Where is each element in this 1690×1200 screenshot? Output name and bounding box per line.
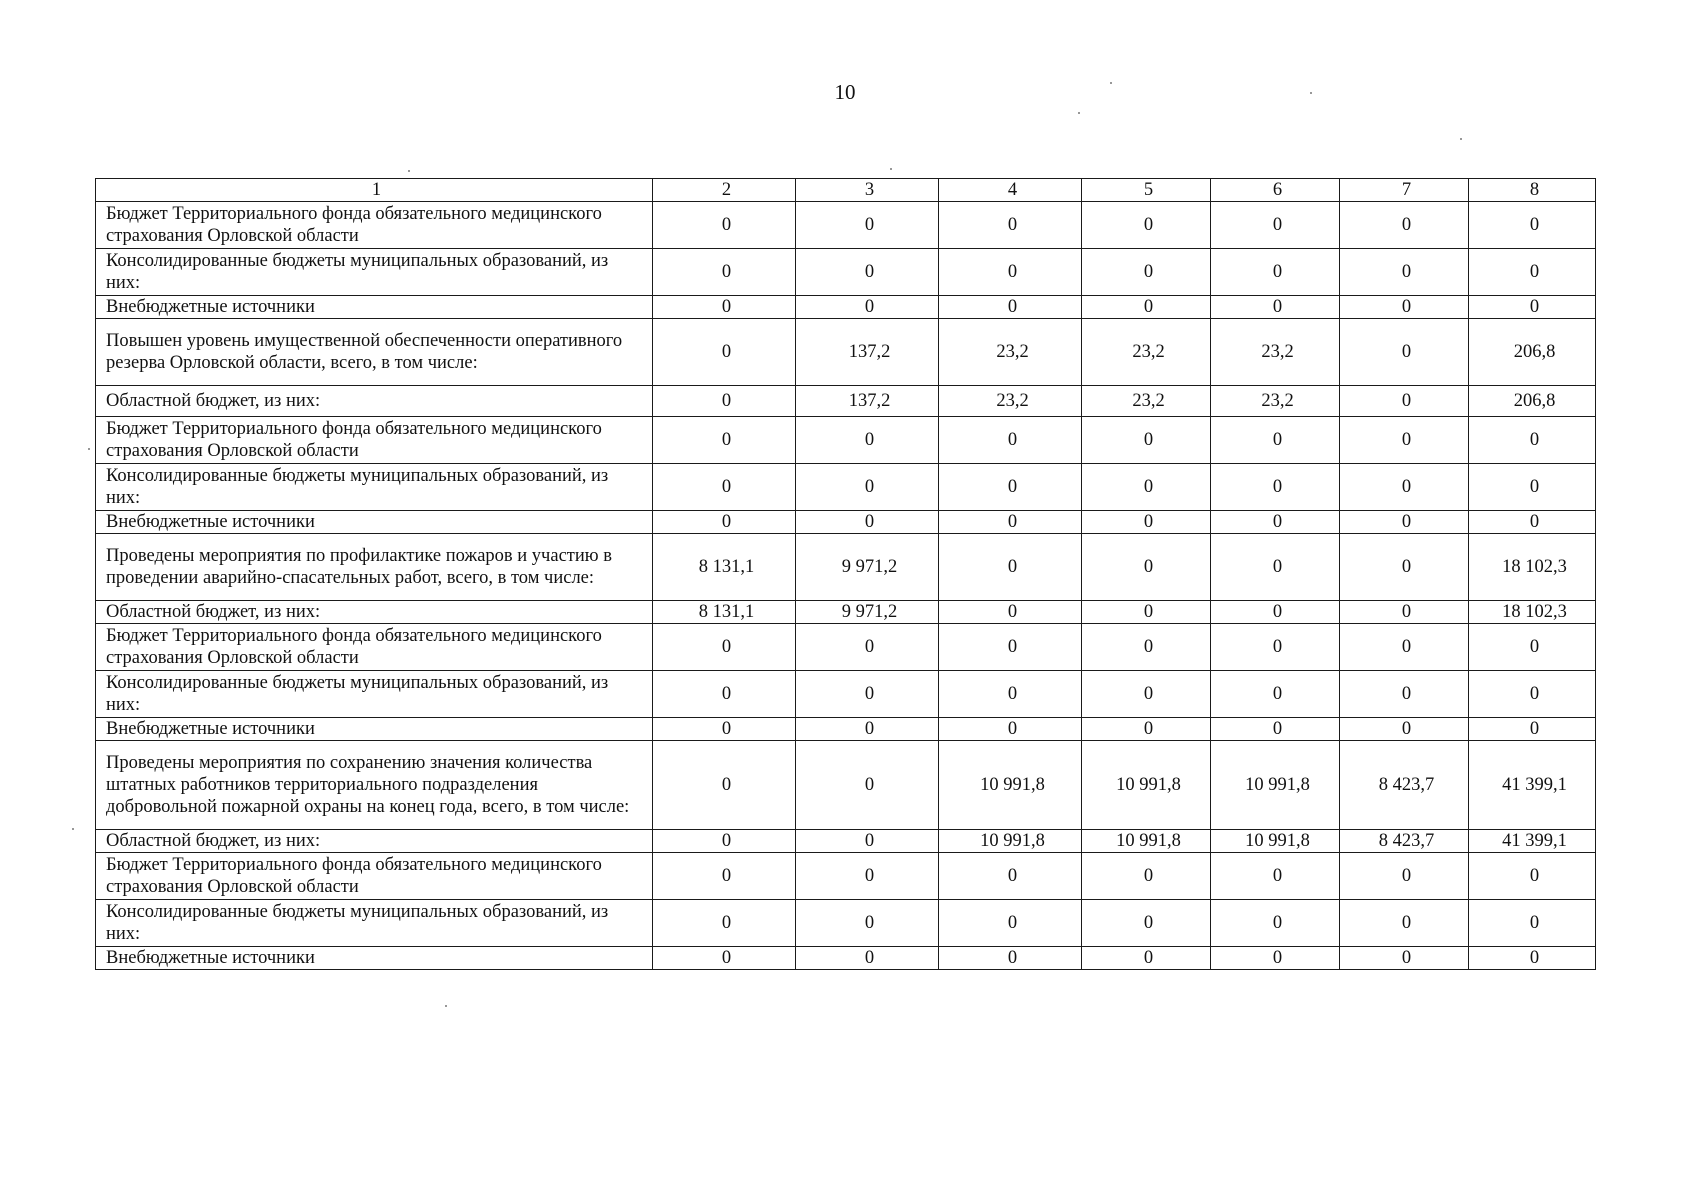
cell-value: 0 [1340, 464, 1469, 511]
cell-value: 0 [1211, 601, 1340, 624]
cell-value: 0 [653, 464, 796, 511]
cell-value: 0 [939, 853, 1082, 900]
cell-value: 18 102,3 [1469, 534, 1596, 601]
page-number: 10 [834, 80, 856, 104]
cell-value: 0 [1340, 386, 1469, 417]
cell-value: 0 [1469, 900, 1596, 947]
column-header: 8 [1469, 179, 1596, 202]
cell-value: 23,2 [939, 386, 1082, 417]
cell-value: 0 [1211, 853, 1340, 900]
row-label: Внебюджетные источники [96, 296, 653, 319]
cell-value: 23,2 [1211, 386, 1340, 417]
row-label: Бюджет Территориального фонда обязательного медицинского страхования Орловской области [96, 624, 653, 671]
cell-value: 0 [1211, 249, 1340, 296]
cell-value: 0 [1340, 718, 1469, 741]
cell-value: 0 [1469, 417, 1596, 464]
cell-value: 0 [1082, 853, 1211, 900]
table-row [96, 601, 1596, 624]
cell-value: 0 [653, 671, 796, 718]
cell-value: 0 [1469, 947, 1596, 970]
cell-value: 0 [796, 417, 939, 464]
cell-value: 0 [796, 741, 939, 830]
row-label: Консолидированные бюджеты муниципальных образований, из них: [96, 249, 653, 296]
table-row [96, 511, 1596, 534]
cell-value: 0 [653, 386, 796, 417]
cell-value: 0 [1340, 511, 1469, 534]
row-label: Областной бюджет, из них: [96, 386, 653, 417]
cell-value: 10 991,8 [1211, 830, 1340, 853]
cell-value: 10 991,8 [1211, 741, 1340, 830]
cell-value: 0 [653, 624, 796, 671]
cell-value: 23,2 [1211, 319, 1340, 386]
table-row [96, 624, 1596, 671]
cell-value: 206,8 [1469, 319, 1596, 386]
table-row [96, 534, 1596, 601]
cell-value: 0 [796, 249, 939, 296]
cell-value: 0 [1340, 671, 1469, 718]
cell-value: 0 [1340, 624, 1469, 671]
cell-value: 0 [939, 718, 1082, 741]
cell-value: 0 [939, 296, 1082, 319]
column-header: 3 [796, 179, 939, 202]
row-label: Консолидированные бюджеты муниципальных образований, из них: [96, 671, 653, 718]
cell-value: 0 [653, 830, 796, 853]
scan-speck [445, 1005, 447, 1007]
cell-value: 0 [1340, 534, 1469, 601]
cell-value: 0 [1340, 853, 1469, 900]
cell-value: 0 [1340, 249, 1469, 296]
cell-value: 0 [796, 671, 939, 718]
cell-value: 23,2 [1082, 386, 1211, 417]
cell-value: 0 [796, 296, 939, 319]
cell-value: 23,2 [1082, 319, 1211, 386]
cell-value: 9 971,2 [796, 601, 939, 624]
table-row [96, 718, 1596, 741]
cell-value: 137,2 [796, 386, 939, 417]
budget-table [95, 178, 1596, 970]
cell-value: 0 [1340, 601, 1469, 624]
cell-value: 8 131,1 [653, 534, 796, 601]
cell-value: 0 [1082, 601, 1211, 624]
row-label: Внебюджетные источники [96, 947, 653, 970]
cell-value: 0 [1469, 511, 1596, 534]
cell-value: 0 [1340, 296, 1469, 319]
cell-value: 0 [1211, 671, 1340, 718]
column-header: 6 [1211, 179, 1340, 202]
cell-value: 0 [1082, 947, 1211, 970]
cell-value: 0 [796, 718, 939, 741]
column-header: 1 [96, 179, 653, 202]
cell-value: 0 [1211, 624, 1340, 671]
cell-value: 0 [939, 534, 1082, 601]
cell-value: 0 [796, 900, 939, 947]
row-label: Консолидированные бюджеты муниципальных образований, из них: [96, 464, 653, 511]
cell-value: 0 [1340, 900, 1469, 947]
table-row [96, 830, 1596, 853]
column-header: 2 [653, 179, 796, 202]
cell-value: 206,8 [1469, 386, 1596, 417]
cell-value: 0 [1340, 202, 1469, 249]
cell-value: 0 [653, 741, 796, 830]
cell-value: 8 423,7 [1340, 830, 1469, 853]
row-label: Областной бюджет, из них: [96, 601, 653, 624]
cell-value: 0 [1082, 249, 1211, 296]
cell-value: 9 971,2 [796, 534, 939, 601]
cell-value: 0 [1469, 624, 1596, 671]
scan-speck [1110, 82, 1112, 84]
cell-value: 0 [1082, 296, 1211, 319]
table-row [96, 900, 1596, 947]
column-header: 4 [939, 179, 1082, 202]
cell-value: 0 [1082, 671, 1211, 718]
cell-value: 0 [1211, 511, 1340, 534]
table-row [96, 202, 1596, 249]
cell-value: 0 [653, 511, 796, 534]
cell-value: 0 [939, 624, 1082, 671]
cell-value: 0 [939, 249, 1082, 296]
cell-value: 0 [1469, 853, 1596, 900]
cell-value: 0 [653, 296, 796, 319]
cell-value: 41 399,1 [1469, 741, 1596, 830]
cell-value: 0 [939, 464, 1082, 511]
column-header: 7 [1340, 179, 1469, 202]
table-row [96, 853, 1596, 900]
cell-value: 0 [1082, 624, 1211, 671]
cell-value: 0 [1211, 947, 1340, 970]
table-row [96, 741, 1596, 830]
cell-value: 0 [1082, 718, 1211, 741]
cell-value: 0 [939, 202, 1082, 249]
cell-value: 10 991,8 [1082, 741, 1211, 830]
cell-value: 0 [1211, 900, 1340, 947]
row-label: Внебюджетные источники [96, 718, 653, 741]
cell-value: 10 991,8 [939, 741, 1082, 830]
table-header-row [96, 179, 1596, 202]
cell-value: 0 [939, 511, 1082, 534]
row-label: Проведены мероприятия по профилактике пожаров и участию в проведении аварийно-спасательных работ, всего, в том числе: [96, 534, 653, 601]
row-label: Консолидированные бюджеты муниципальных образований, из них: [96, 900, 653, 947]
cell-value: 0 [796, 947, 939, 970]
cell-value: 0 [1340, 417, 1469, 464]
cell-value: 0 [1469, 249, 1596, 296]
cell-value: 0 [1082, 511, 1211, 534]
row-label: Повышен уровень имущественной обеспеченности оперативного резерва Орловской области, всего, в том числе: [96, 319, 653, 386]
cell-value: 0 [653, 249, 796, 296]
cell-value: 0 [1082, 202, 1211, 249]
table-row [96, 417, 1596, 464]
table-row [96, 947, 1596, 970]
cell-value: 8 131,1 [653, 601, 796, 624]
cell-value: 0 [1340, 947, 1469, 970]
scan-speck [1078, 112, 1080, 114]
cell-value: 0 [1469, 671, 1596, 718]
cell-value: 0 [653, 202, 796, 249]
cell-value: 0 [1469, 296, 1596, 319]
cell-value: 0 [1469, 718, 1596, 741]
cell-value: 0 [653, 319, 796, 386]
cell-value: 0 [796, 624, 939, 671]
cell-value: 10 991,8 [939, 830, 1082, 853]
cell-value: 0 [939, 947, 1082, 970]
cell-value: 0 [1211, 534, 1340, 601]
column-header: 5 [1082, 179, 1211, 202]
row-label: Областной бюджет, из них: [96, 830, 653, 853]
cell-value: 0 [653, 947, 796, 970]
cell-value: 0 [1082, 900, 1211, 947]
cell-value: 0 [653, 900, 796, 947]
cell-value: 0 [796, 511, 939, 534]
cell-value: 0 [1211, 718, 1340, 741]
cell-value: 41 399,1 [1469, 830, 1596, 853]
scan-speck [88, 448, 90, 450]
table-row [96, 671, 1596, 718]
cell-value: 0 [1082, 464, 1211, 511]
table-row [96, 249, 1596, 296]
cell-value: 0 [1211, 464, 1340, 511]
cell-value: 0 [1211, 296, 1340, 319]
cell-value: 8 423,7 [1340, 741, 1469, 830]
cell-value: 0 [939, 601, 1082, 624]
cell-value: 0 [796, 464, 939, 511]
cell-value: 0 [653, 718, 796, 741]
scan-speck [1310, 92, 1312, 94]
cell-value: 10 991,8 [1082, 830, 1211, 853]
cell-value: 0 [1211, 202, 1340, 249]
cell-value: 137,2 [796, 319, 939, 386]
cell-value: 0 [939, 671, 1082, 718]
cell-value: 0 [939, 417, 1082, 464]
row-label: Внебюджетные источники [96, 511, 653, 534]
cell-value: 0 [1211, 417, 1340, 464]
cell-value: 0 [939, 900, 1082, 947]
cell-value: 0 [1469, 464, 1596, 511]
cell-value: 0 [1340, 319, 1469, 386]
scan-speck [72, 828, 74, 830]
cell-value: 0 [796, 853, 939, 900]
table-row [96, 296, 1596, 319]
cell-value: 0 [653, 853, 796, 900]
row-label: Бюджет Территориального фонда обязательного медицинского страхования Орловской области [96, 417, 653, 464]
cell-value: 0 [1082, 534, 1211, 601]
scan-speck [408, 170, 410, 172]
scan-speck [1460, 138, 1462, 140]
table-row [96, 386, 1596, 417]
cell-value: 0 [1082, 417, 1211, 464]
cell-value: 0 [1469, 202, 1596, 249]
cell-value: 18 102,3 [1469, 601, 1596, 624]
cell-value: 0 [796, 202, 939, 249]
row-label: Бюджет Территориального фонда обязательного медицинского страхования Орловской области [96, 202, 653, 249]
cell-value: 0 [796, 830, 939, 853]
scan-speck [890, 168, 892, 170]
cell-value: 0 [653, 417, 796, 464]
row-label: Бюджет Территориального фонда обязательного медицинского страхования Орловской области [96, 853, 653, 900]
table-row [96, 319, 1596, 386]
table-row [96, 464, 1596, 511]
row-label: Проведены мероприятия по сохранению значения количества штатных работников территориального подразделения добровольной пожарной охраны на конец года, всего, в том числе: [96, 741, 653, 830]
cell-value: 23,2 [939, 319, 1082, 386]
